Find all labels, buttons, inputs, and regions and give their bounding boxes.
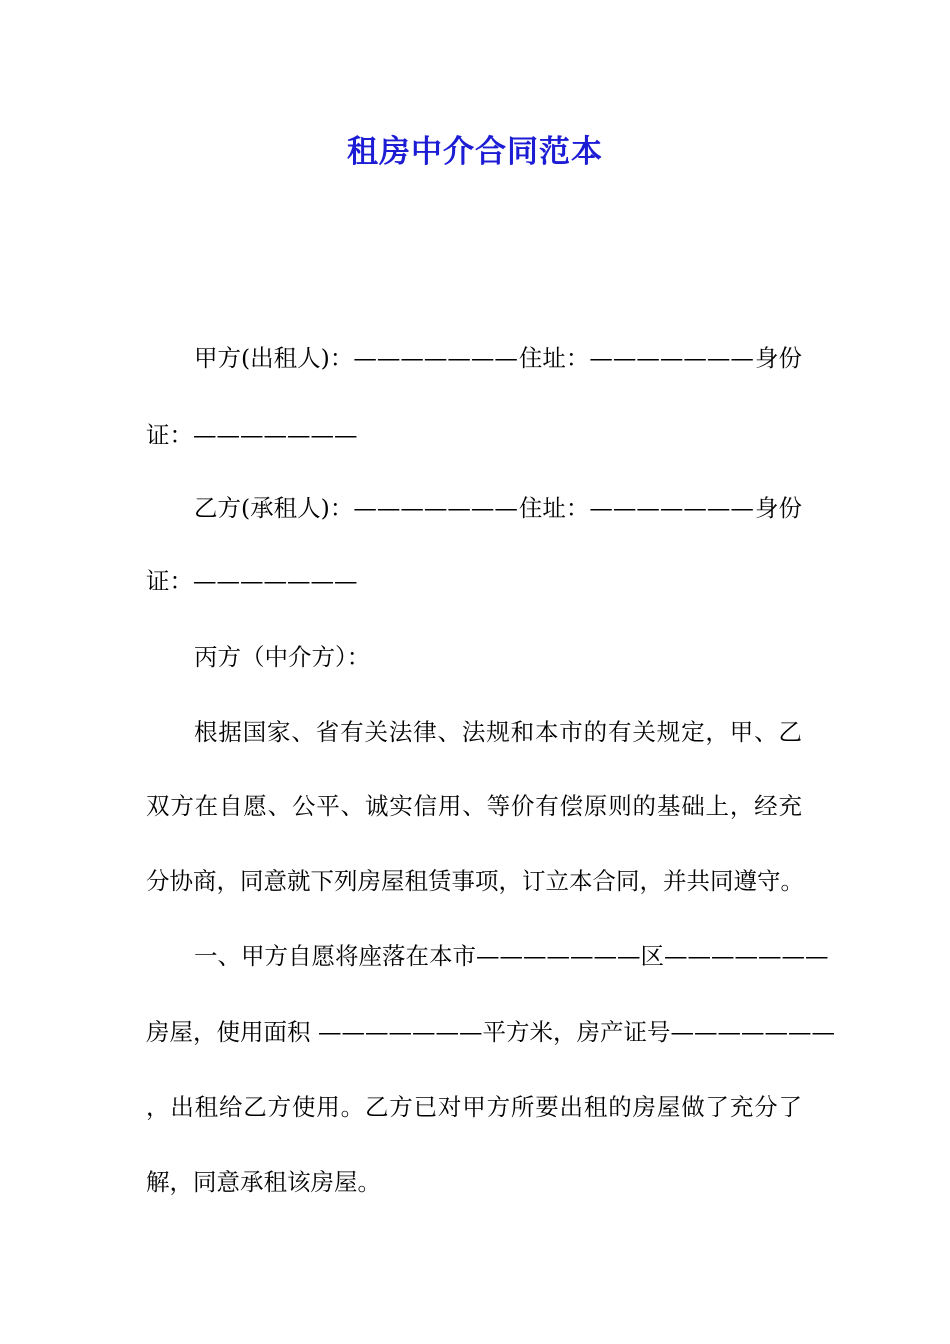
party-b-address: 住址：——————— [518, 494, 754, 522]
clause-1-line-3: ，出租给乙方使用。乙方已对甲方所要出租的房屋做了充分了 [146, 1093, 802, 1121]
party-a-id-line: 证：——————— [146, 421, 358, 449]
party-c-line: 丙方（中介方）： [194, 643, 371, 671]
preamble-line-2: 双方在自愿、公平、诚实信用、等价有偿原则的基础上，经充 [146, 792, 802, 820]
party-a-id-label: 身份 [755, 344, 802, 372]
clause-1-line-4: 解，同意承租该房屋。 [146, 1168, 381, 1196]
preamble-line-3: 分协商，同意就下列房屋租赁事项，订立本合同，并共同遵守。 [146, 867, 804, 895]
party-b-label: 乙方(承租人)：——————— [194, 494, 518, 522]
clause-1-line-2: 房屋，使用面积 ———————平方米，房产证号——————— [146, 1018, 835, 1046]
preamble-line-1: 根据国家、省有关法律、法规和本市的有关规定，甲、乙 [194, 718, 802, 746]
party-a-label: 甲方(出租人)：——————— [194, 344, 518, 372]
party-b-id-label: 身份 [755, 494, 802, 522]
party-a-address: 住址：——————— [518, 344, 754, 372]
party-b-line [194, 493, 802, 523]
document-title: 租房中介合同范本 [347, 134, 603, 170]
party-b-id-line: 证：——————— [146, 567, 358, 595]
clause-1-line-1: 一、甲方自愿将座落在本市———————区——————— [194, 942, 829, 970]
party-a-line [194, 343, 802, 373]
